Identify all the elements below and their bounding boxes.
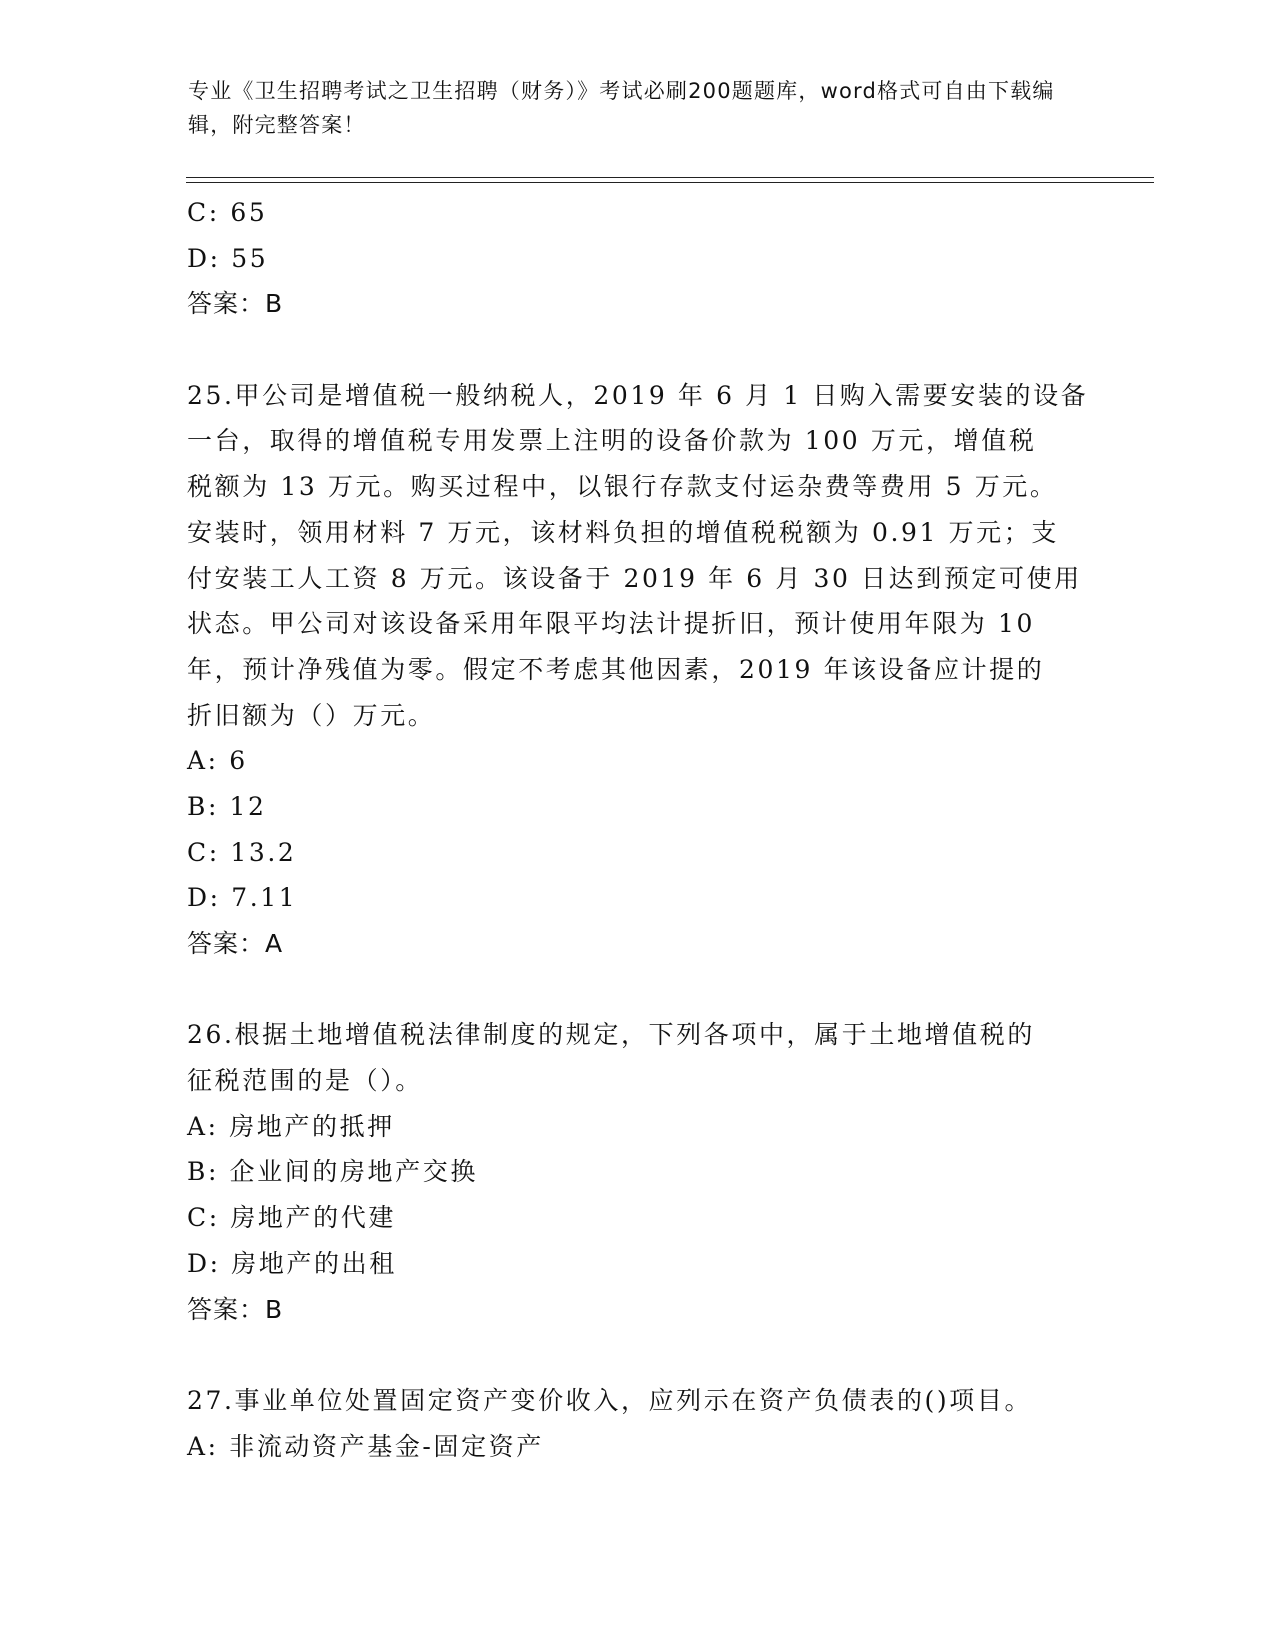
option-b: B: 12 bbox=[187, 791, 267, 821]
header-rule-top bbox=[186, 177, 1154, 178]
spacer bbox=[187, 1332, 1087, 1378]
header-text: 专业《卫生招聘考试之卫生招聘（财务）》考试必刷200题题库，word格式可自由下载编辑，附完整答案！ bbox=[188, 79, 1055, 137]
question-text-line: 征税范围的是（）。 bbox=[187, 1066, 423, 1096]
question-text-line: 年，预计净残值为零。假定不考虑其他因素，2019 年该设备应计提的 bbox=[187, 654, 1045, 684]
spacer bbox=[187, 327, 1087, 373]
question-24-tail bbox=[187, 190, 1087, 327]
question-text-line: 26.根据土地增值税法律制度的规定，下列各项中，属于土地增值税的 bbox=[187, 1020, 1035, 1050]
option-c: C: 房地产的代建 bbox=[187, 1203, 396, 1233]
option-d: D: 7.11 bbox=[187, 883, 298, 913]
question-text-line: 安装时，领用材料 7 万元，该材料负担的增值税税额为 0.91 万元；支 bbox=[187, 517, 1059, 547]
question-27 bbox=[187, 1378, 1087, 1469]
option-a: A: 非流动资产基金-固定资产 bbox=[187, 1431, 544, 1461]
question-text-line: 付安装工人工资 8 万元。该设备于 2019 年 6 月 30 日达到预定可使用 bbox=[187, 563, 1082, 593]
option-d: D: 55 bbox=[187, 243, 269, 273]
option-b: B: 企业间的房地产交换 bbox=[187, 1157, 478, 1187]
option-a: A: 6 bbox=[187, 746, 248, 776]
question-text-line: 税额为 13 万元。购买过程中，以银行存款支付运杂费等费用 5 万元。 bbox=[187, 472, 1058, 502]
answer-line: 答案：B bbox=[187, 289, 284, 319]
option-a: A: 房地产的抵押 bbox=[187, 1111, 395, 1141]
question-text-line: 一台，取得的增值税专用发票上注明的设备价款为 100 万元，增值税 bbox=[187, 426, 1037, 456]
page-header bbox=[188, 74, 1088, 142]
question-text-line: 折旧额为（）万元。 bbox=[187, 700, 436, 730]
question-25 bbox=[187, 373, 1087, 967]
question-26 bbox=[187, 1012, 1087, 1332]
question-text-line: 27.事业单位处置固定资产变价收入，应列示在资产负债表的()项目。 bbox=[187, 1385, 1033, 1415]
document-body bbox=[187, 190, 1087, 1469]
option-c: C: 13.2 bbox=[187, 837, 297, 867]
answer-line: 答案：B bbox=[187, 1294, 284, 1324]
option-c: C: 65 bbox=[187, 198, 268, 227]
option-d: D: 房地产的出租 bbox=[187, 1248, 397, 1278]
spacer bbox=[187, 967, 1087, 1013]
question-text-line: 状态。甲公司对该设备采用年限平均法计提折旧，预计使用年限为 10 bbox=[187, 609, 1035, 639]
question-text-line: 25.甲公司是增值税一般纳税人，2019 年 6 月 1 日购入需要安装的设备 bbox=[187, 380, 1089, 410]
answer-line: 答案：A bbox=[187, 929, 284, 958]
header-rule-bottom bbox=[186, 182, 1154, 183]
